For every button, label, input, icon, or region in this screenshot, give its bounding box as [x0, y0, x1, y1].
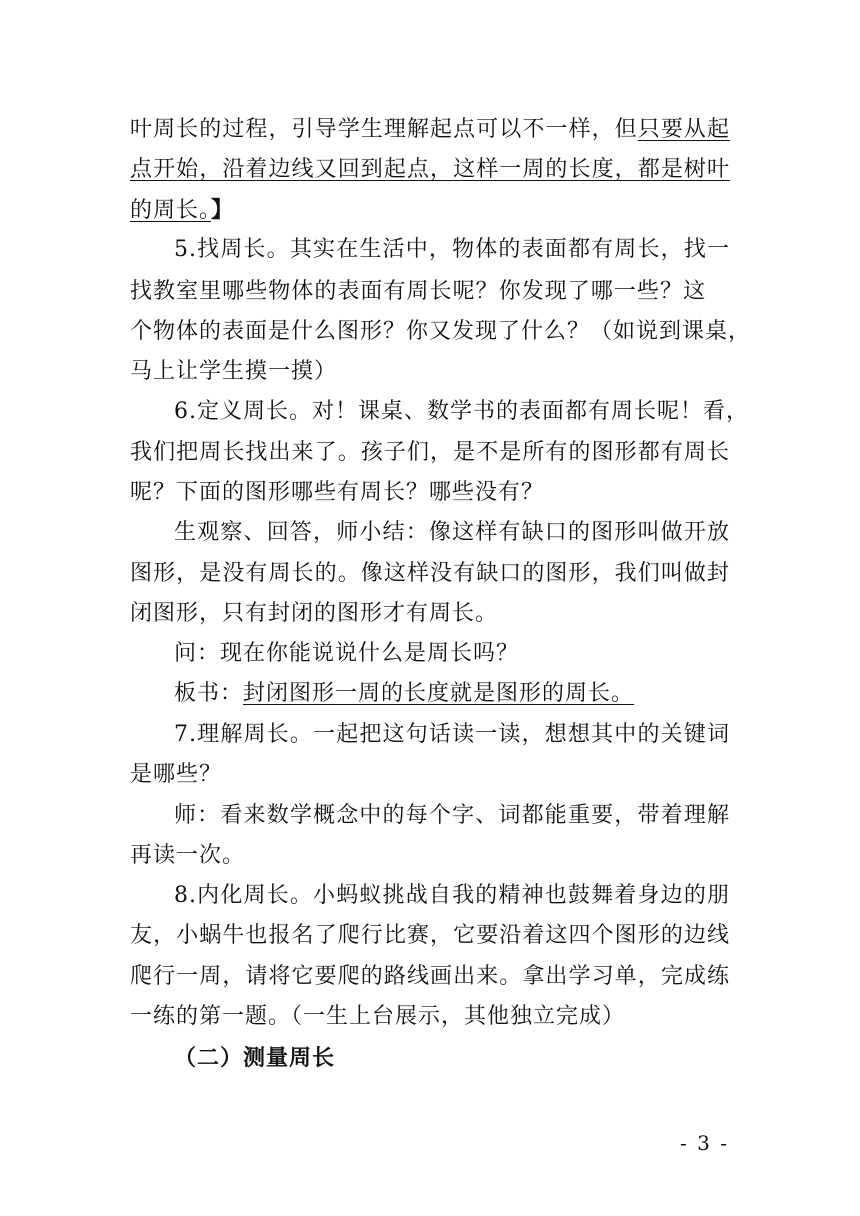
- text-line: 个物体的表面是什么图形？你又发现了什么？（如说到课桌，: [130, 319, 752, 344]
- page-number: - 3 -: [680, 1131, 729, 1155]
- teacher-line-1: 师：看来数学概念中的每个字、词都能重要，带着理解: [174, 803, 730, 828]
- text-line: [130, 190, 234, 230]
- underlined-text: 点开始，沿着边线又回到起点，这样一周的长度，都是树叶: [130, 157, 730, 182]
- text-line: 图形，是没有周长的。像这样没有缺口的图形，我们叫做封: [130, 561, 730, 586]
- paragraph-6-line-1: 6.定义周长。对！课桌、数学书的表面都有周长呢！看，: [174, 399, 749, 424]
- paragraph-7-line-1: 7.理解周长。一起把这句话读一读，想想其中的关键词: [174, 722, 730, 747]
- board-writing-line: [174, 674, 634, 714]
- paragraph-summary-line-1: 生观察、回答，师小结：像这样有缺口的图形叫做开放: [174, 520, 730, 545]
- text-line: 一练的第一题。（一生上台展示，其他独立完成）: [130, 1004, 626, 1029]
- bracket-mark: 】: [211, 197, 235, 223]
- underlined-text: 只要从起: [637, 117, 730, 142]
- text-line: 爬行一周，请将它要爬的路线画出来。拿出学习单，完成练: [130, 964, 730, 989]
- text-line: [130, 110, 730, 150]
- text-line: 友，小蜗牛也报名了爬行比赛，它要沿着这四个图形的边线: [130, 923, 730, 948]
- text-line: 再读一次。: [130, 843, 246, 868]
- text-line: 是哪些？: [130, 762, 223, 787]
- text-line: 马上让学生摸一摸）: [130, 359, 338, 384]
- section-heading: （二）测量周长: [174, 1045, 336, 1071]
- underlined-text: 封闭图形一周的长度就是图形的周长。: [243, 681, 635, 706]
- text-line: 找教室里哪些物体的表面有周长呢？你发现了哪一些？这: [130, 279, 706, 304]
- text-line: 呢？下面的图形哪些有周长？哪些没有？: [130, 480, 545, 505]
- text-run: 叶周长的过程，引导学生理解起点可以不一样，但: [130, 117, 638, 142]
- paragraph-8-line-1: 8.内化周长。小蚂蚁挑战自我的精神也鼓舞着身边的朋: [174, 883, 730, 908]
- paragraph-5-line-1: 5.找周长。其实在生活中，物体的表面都有周长，找一: [174, 237, 730, 262]
- text-run: 板书：: [174, 681, 244, 706]
- text-line: [130, 150, 730, 190]
- text-line: 我们把周长找出来了。孩子们，是不是所有的图形都有周长: [130, 440, 730, 465]
- underlined-text: 的周长。: [130, 198, 212, 223]
- text-line: 闭图形，只有封闭的图形才有周长。: [130, 601, 499, 626]
- question-line: 问：现在你能说说什么是周长吗？: [174, 641, 520, 666]
